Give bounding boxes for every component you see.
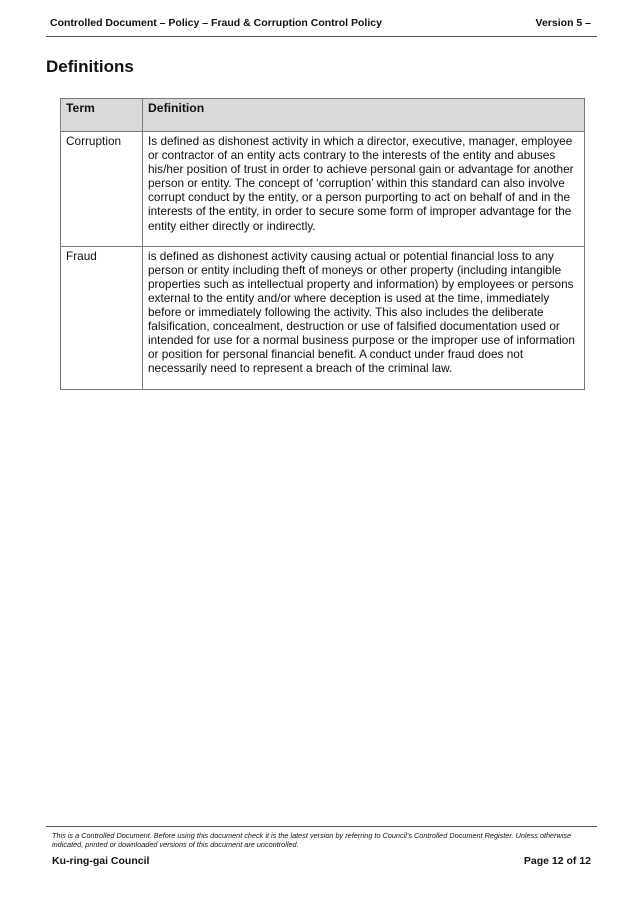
column-header-term: Term <box>61 99 143 132</box>
table-header-row <box>61 99 585 132</box>
page-footer <box>46 826 597 867</box>
organization-name: Ku-ring-gai Council <box>52 855 150 867</box>
section-heading: Definitions <box>46 57 134 76</box>
document-version: Version 5 – <box>535 17 591 29</box>
term-cell: Corruption <box>61 132 143 247</box>
document-title: Controlled Document – Policy – Fraud & Corruption Control Policy <box>50 17 382 29</box>
table-row <box>61 132 585 247</box>
page-header <box>46 14 597 37</box>
controlled-document-notice: This is a Controlled Document. Before using this document check it is the latest version by referring to Council’s Controlled Document Register. Unless otherwise indicated, printed or downloaded versions of this document are uncontrolled. <box>52 831 572 850</box>
column-header-definition: Definition <box>143 99 585 132</box>
definition-cell: is defined as dishonest activity causing actual or potential financial loss to any person or entity including theft of moneys or other property (including intangible properties such as intellectual property and information) by employees or persons external to the entity and/or where deception is used at the time, immediately before or immediately following the activity. This also includes the deliberate falsification, concealment, destruction or use of falsified documentation used or intended for use for a normal business purpose or the improper use of information or position for personal financial benefit. A conduct under fraud does not necessarily need to represent a breach of the criminal law. <box>143 246 585 389</box>
definition-cell: Is defined as dishonest activity in which a director, executive, manager, employee or contractor of an entity acts contrary to the interests of the entity and abuses his/her position of trust in order to achieve personal gain or advantage for another person or entity. The concept of ‘corruption’ within this standard can also involve corrupt conduct by the entity, or a person purporting to act on behalf of and in the interests of the entity, in order to secure some form of improper advantage for the entity either directly or indirectly. <box>143 132 585 247</box>
definitions-table <box>60 98 585 390</box>
term-cell: Fraud <box>61 246 143 389</box>
table-row <box>61 246 585 389</box>
page-number: Page 12 of 12 <box>523 855 591 867</box>
